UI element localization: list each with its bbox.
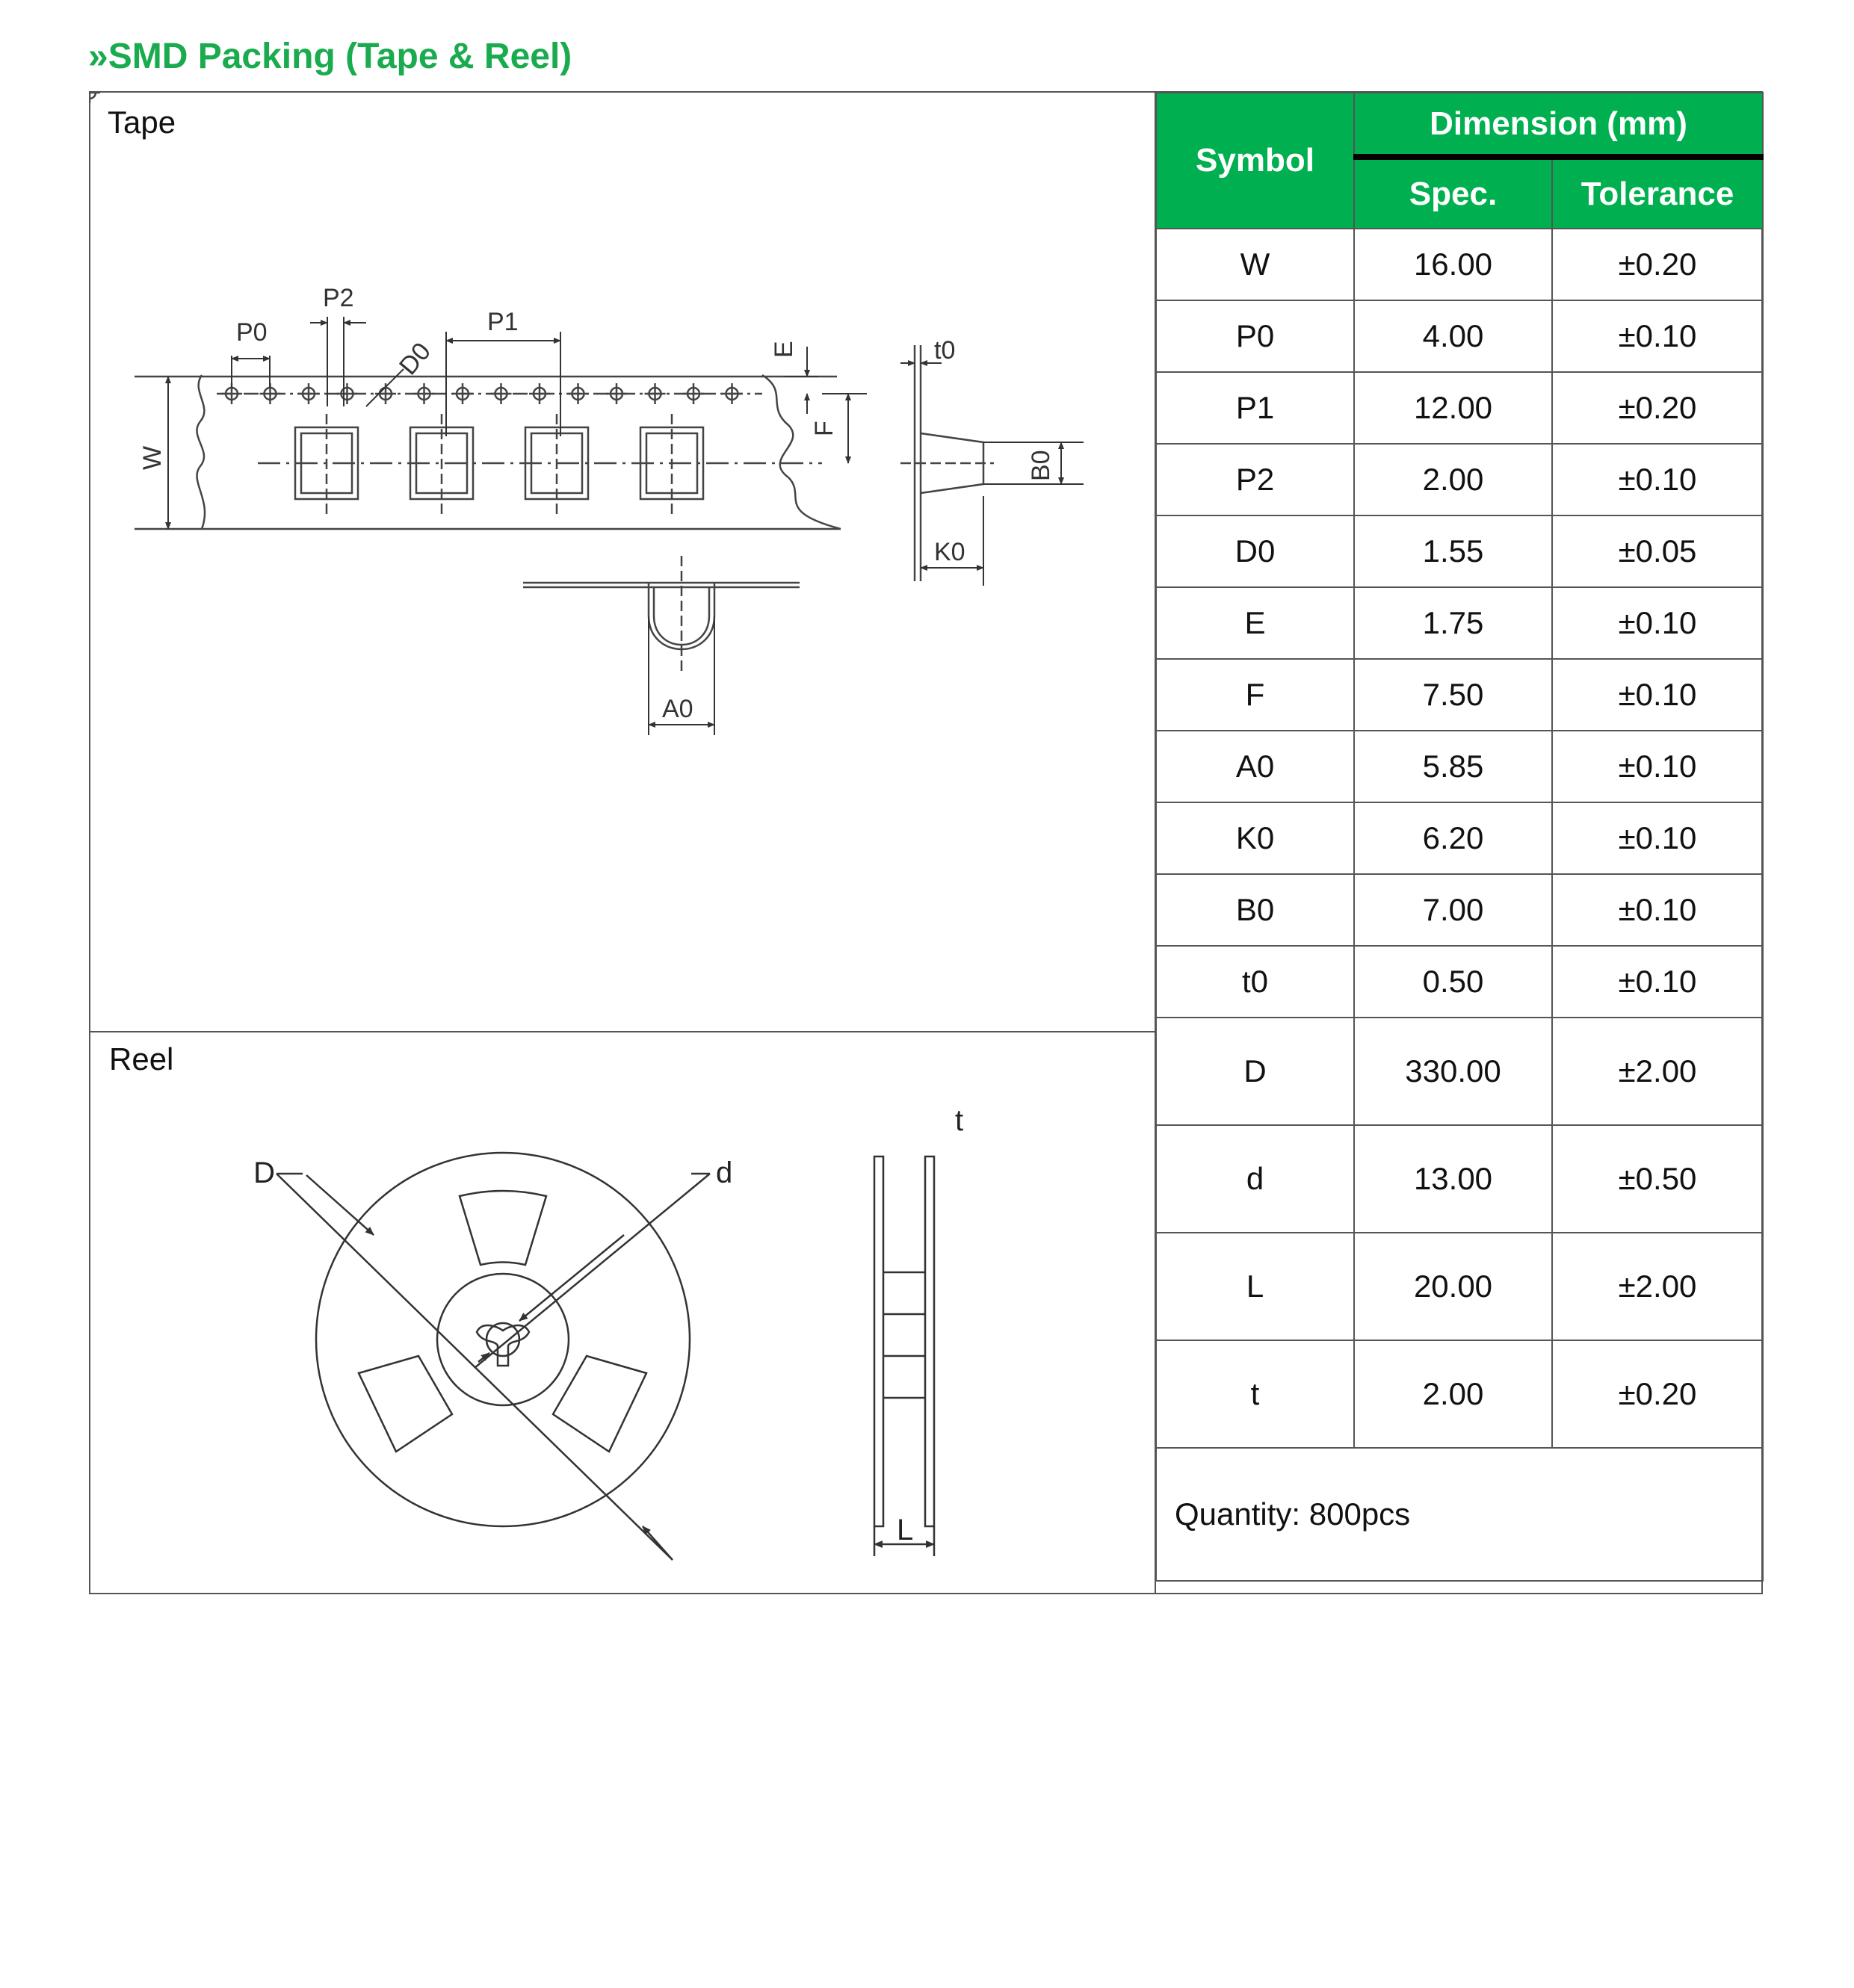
cell-tol: ±0.10 [1552, 587, 1763, 659]
header-tolerance: Tolerance [1552, 157, 1763, 229]
sprocket-hole [568, 383, 589, 404]
reel-rows [1156, 1018, 1763, 1448]
cell-symbol: W [1156, 229, 1354, 300]
cell-spec: 7.00 [1354, 874, 1552, 946]
cell-spec: 16.00 [1354, 229, 1552, 300]
dim-label-p0: P0 [236, 318, 268, 347]
cell-spec: 1.55 [1354, 515, 1552, 587]
cell-symbol: D [1156, 1018, 1354, 1125]
cell-spec: 0.50 [1354, 946, 1552, 1018]
cell-tol: ±0.20 [1552, 1340, 1763, 1448]
header-dimension: Dimension (mm) [1354, 93, 1763, 157]
tape-pocket [525, 414, 588, 518]
tape-drawing [90, 93, 1154, 1029]
table-row [1156, 587, 1763, 659]
cell-symbol: F [1156, 659, 1354, 731]
reel-dim-label-d-inner: d [716, 1156, 733, 1189]
cell-symbol: K0 [1156, 802, 1354, 874]
cell-spec: 330.00 [1354, 1018, 1552, 1125]
table-row [1156, 229, 1763, 300]
cell-symbol: P2 [1156, 444, 1354, 515]
cell-spec: 7.50 [1354, 659, 1552, 731]
cell-tol: ±0.10 [1552, 874, 1763, 946]
dim-label-a0: A0 [662, 695, 693, 723]
reel-dim-label-t: t [955, 1104, 964, 1137]
dim-label-d0: D0 [394, 337, 437, 381]
frame-horizontal-divider [89, 1031, 1156, 1032]
table-row [1156, 515, 1763, 587]
cell-symbol: P0 [1156, 300, 1354, 372]
tape-section-label: Tape [108, 105, 176, 140]
tape-pocket [295, 414, 358, 518]
sprocket-hole [298, 383, 319, 404]
sprocket-hole [529, 383, 550, 404]
tape-rows [1156, 229, 1763, 1018]
sprocket-hole [683, 383, 704, 404]
sprocket-hole [452, 383, 473, 404]
sprocket-hole [645, 383, 666, 404]
cell-symbol: L [1156, 1233, 1354, 1340]
dim-label-f: F [810, 421, 838, 436]
dim-label-k0: K0 [934, 538, 965, 566]
reel-dim-label-d-outer: D [253, 1156, 275, 1189]
cell-symbol: P1 [1156, 372, 1354, 444]
cell-symbol: t0 [1156, 946, 1354, 1018]
cell-tol: ±0.10 [1552, 300, 1763, 372]
tape-pocket [640, 414, 703, 518]
cell-spec: 4.00 [1354, 300, 1552, 372]
reel-drawing [90, 1033, 1154, 1594]
table-row [1156, 731, 1763, 802]
cell-spec: 1.75 [1354, 587, 1552, 659]
table-row [1156, 1125, 1763, 1233]
cell-tol: ±0.10 [1552, 731, 1763, 802]
cell-symbol: A0 [1156, 731, 1354, 802]
sprocket-hole [491, 383, 512, 404]
table-row [1156, 1018, 1763, 1125]
sprocket-hole [414, 383, 435, 404]
dimension-table [1155, 92, 1764, 1582]
table-row [1156, 1340, 1763, 1448]
dim-label-e: E [770, 341, 798, 358]
cell-spec: 12.00 [1354, 372, 1552, 444]
dim-label-t0: t0 [934, 336, 956, 365]
cell-spec: 20.00 [1354, 1233, 1552, 1340]
table-row [1156, 444, 1763, 515]
cell-symbol: B0 [1156, 874, 1354, 946]
cell-tol: ±0.10 [1552, 444, 1763, 515]
sprocket-holes [90, 93, 100, 103]
dim-label-p2: P2 [323, 284, 354, 312]
cell-spec: 2.00 [1354, 1340, 1552, 1448]
reel-dim-label-l: L [897, 1514, 914, 1546]
cell-tol: ±0.05 [1552, 515, 1763, 587]
cell-tol: ±2.00 [1552, 1018, 1763, 1125]
sprocket-hole [606, 383, 627, 404]
cell-tol: ±0.20 [1552, 229, 1763, 300]
dim-label-p1: P1 [487, 308, 519, 336]
page-title: »SMD Packing (Tape & Reel) [88, 37, 572, 76]
dim-label-b0: B0 [1027, 450, 1055, 481]
cell-symbol: D0 [1156, 515, 1354, 587]
cell-tol: ±0.10 [1552, 802, 1763, 874]
table-row [1156, 802, 1763, 874]
cell-symbol: E [1156, 587, 1354, 659]
cell-tol: ±2.00 [1552, 1233, 1763, 1340]
cell-tol: ±0.10 [1552, 659, 1763, 731]
cell-tol: ±0.50 [1552, 1125, 1763, 1233]
tape-pocket [410, 414, 473, 518]
cell-symbol: d [1156, 1125, 1354, 1233]
table-row [1156, 874, 1763, 946]
cell-spec: 5.85 [1354, 731, 1552, 802]
cell-spec: 2.00 [1354, 444, 1552, 515]
table-row [1156, 659, 1763, 731]
table-row [1156, 372, 1763, 444]
cell-symbol: t [1156, 1340, 1354, 1448]
header-symbol: Symbol [1156, 93, 1354, 229]
dim-label-w: W [138, 445, 167, 470]
cell-spec: 13.00 [1354, 1125, 1552, 1233]
header-spec: Spec. [1354, 157, 1552, 229]
cell-tol: ±0.10 [1552, 946, 1763, 1018]
quantity-cell: Quantity: 800pcs [1156, 1448, 1763, 1581]
table-row [1156, 946, 1763, 1018]
table-row [1156, 1233, 1763, 1340]
table-row [1156, 300, 1763, 372]
sprocket-hole [722, 383, 743, 404]
reel-section-label: Reel [109, 1041, 174, 1077]
sprocket-hole [337, 383, 358, 404]
cell-spec: 6.20 [1354, 802, 1552, 874]
cell-tol: ±0.20 [1552, 372, 1763, 444]
